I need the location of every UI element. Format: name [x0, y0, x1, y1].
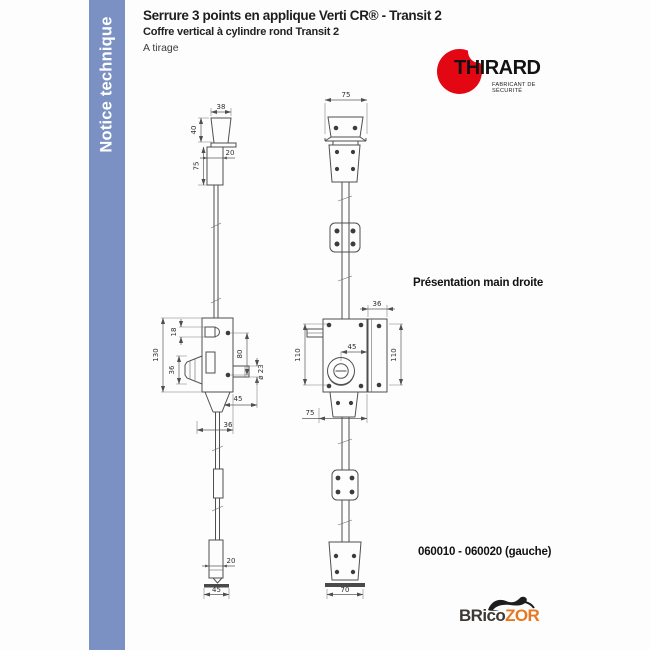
bricozor-name-dark: BRico	[459, 606, 506, 625]
dimension-label: 45	[233, 395, 243, 403]
bricozor-name-accent: ZOR	[505, 606, 540, 625]
dimension-label: 40	[190, 125, 198, 135]
side-rod-lower	[216, 412, 220, 469]
dimension-label: 36	[168, 365, 176, 375]
dimension-label: 36	[223, 421, 233, 429]
dimension-label: 45	[212, 586, 221, 594]
dimension-label: 36	[372, 300, 382, 308]
front-rod-upper	[342, 182, 349, 319]
side-cylinder	[233, 366, 249, 377]
bricozor-logo	[459, 597, 549, 629]
front-upper-plate	[329, 145, 360, 182]
side-rod-guide	[214, 469, 224, 498]
front-top-keep	[328, 117, 363, 137]
dimension-label: 75	[341, 91, 351, 99]
dimension-label: 20	[226, 557, 236, 565]
dimension-label: 70	[340, 586, 350, 594]
dimension-label: 45	[347, 343, 357, 351]
side-slider-knob	[205, 327, 215, 337]
sidebar-label-box	[89, 0, 125, 168]
reference-number: 060010 - 060020 (gauche)	[418, 546, 552, 558]
dimension-label: 75	[192, 161, 201, 171]
dimension-label: 110	[294, 348, 302, 362]
variant-label: A tirage	[143, 42, 179, 54]
side-pull-knob	[185, 356, 202, 384]
front-bottom-keep	[329, 542, 361, 580]
front-rod-guide-lower	[332, 470, 358, 500]
side-top-housing	[207, 147, 223, 185]
thirard-tagline: FABRICANT DE SÉCURITÉ	[492, 82, 536, 94]
thirard-logo	[437, 46, 567, 94]
presentation-note: Présentation main droite	[413, 277, 544, 289]
dimension-label: 20	[225, 149, 235, 157]
thirard-name: THIRARD	[454, 57, 541, 79]
side-bottom-housing	[209, 540, 223, 578]
side-bolt-tip	[213, 578, 222, 583]
page-subtitle: Coffre vertical à cylindre rond Transit 2	[143, 26, 339, 38]
page-title: Serrure 3 points en applique Verti CR® - Transit 2	[143, 8, 442, 23]
side-top-keep-lip	[211, 143, 236, 147]
dimension-label: 130	[152, 348, 160, 362]
dimension-label: 75	[305, 409, 315, 417]
front-rod-guide	[330, 223, 360, 252]
front-rod-lower	[342, 417, 349, 470]
technical-drawing-side-view	[152, 103, 265, 599]
side-rod-upper	[214, 185, 218, 318]
technical-drawing-front-view	[294, 91, 403, 599]
technical-drawing	[140, 85, 430, 610]
dimension-label: 80	[236, 349, 244, 359]
dimension-label: 38	[216, 103, 226, 111]
front-lock-case	[323, 319, 367, 392]
side-bottom-bracket	[205, 392, 230, 412]
dimension-label: 110	[390, 348, 398, 362]
bricozor-wordmark	[459, 606, 539, 626]
dimension-label: ø 23	[257, 364, 265, 380]
sidebar-label: Notice technique	[97, 15, 116, 153]
side-top-keep	[211, 118, 231, 143]
dimension-label: 18	[170, 327, 178, 337]
front-bottom-bracket	[330, 392, 358, 417]
side-case-slot	[206, 352, 215, 373]
side-lock-case	[202, 318, 233, 392]
front-keeper-plate	[368, 319, 387, 392]
